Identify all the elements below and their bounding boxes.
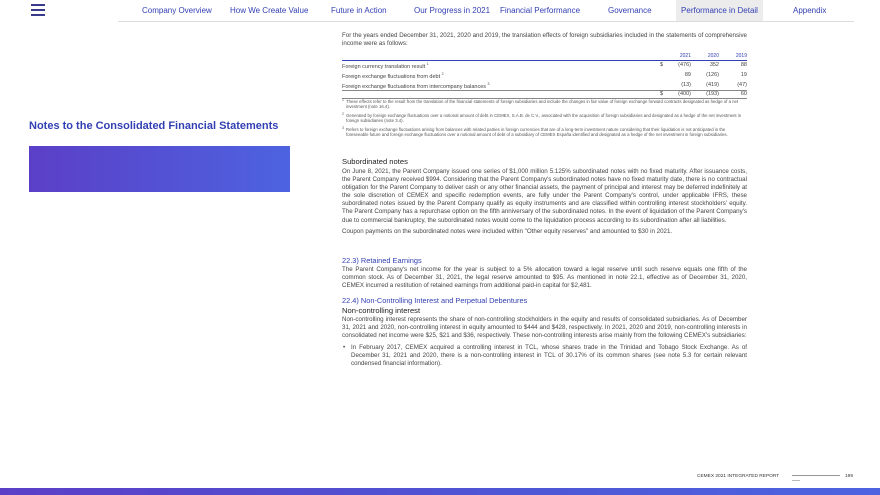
value-2019: 88 [740,62,747,69]
value-2019: 19 [740,72,747,79]
footnote-ref: 3 [487,81,490,86]
nav-company-overview[interactable]: Company Overview [142,6,212,15]
year-header: 2020 [691,53,719,61]
intro-paragraph: For the years ended December 31, 2021, 2020 and 2019, the translation effects of foreign subsidiaries included in the statements of comprehensive income were as follows: [342,32,747,48]
non-controlling-paragraph: Non-controlling interest represents the share of non-controlling stockholders in the equity and results of consolidated subsidiaries. As of December 31, 2021 and 2020, non-controlling interest in equity amounted to $444 and $428, respectively. In 2021, 2020 and 2019, non-controlling interests in consolidated net income were $25, $21 and $36, respectively. These non-controlling interests arise mainly from the following CEMEX's subsidiaries: [342,316,747,340]
table-total-row [342,91,747,99]
value-2019: (47) [719,81,747,91]
section-banner [29,146,290,192]
total-2020: (193) [691,91,719,99]
currency-symbol: $ [653,91,663,99]
currency-symbol [653,81,663,91]
year-header: 2021 [663,53,691,61]
row-label: Foreign exchange fluctuations from debt [342,73,441,80]
retained-earnings-heading: 22.3) Retained Earnings [342,256,422,265]
bottom-accent-bar [0,488,880,495]
table-row [342,71,747,81]
row-label: Foreign exchange fluctuations from intercompany balances [342,83,486,90]
coupon-paragraph: Coupon payments on the subordinated notes were included within "Other equity reserves" and amounted to $30 in 2021. [342,227,673,235]
footer-tick [792,480,800,481]
value-2021: (13) [663,81,691,91]
footnotes [342,99,747,140]
nav-appendix[interactable]: Appendix [793,6,827,15]
currency-symbol [653,71,663,81]
retained-earnings-section [342,256,747,290]
footnote-ref: 1 [426,62,429,66]
total-2021: (400) [663,91,691,99]
currency-symbol: $ [659,62,663,69]
subordinated-heading: Subordinated notes [342,157,408,166]
page-number: 199 [845,474,854,479]
nav-governance[interactable]: Governance [608,6,652,15]
list-item: • In February 2017, CEMEX acquired a controlling interest in TCL, whose shares trade in the Trinidad and Tobago Stock Exchange. As of December 31, 2021 and 2020, there is a non-controlling interest in TCL of 30.17% of its common shares (see note 5.3 for certain relevant condensed financial information). [342,344,747,368]
subordinated-paragraph: On June 8, 2021, the Parent Company issued one series of $1,000 million 5.125% subordinated notes with no fixed maturity. After issuance costs, the Parent Company received $994. Considering that the Parent Company's subordinated notes have no fixed maturity date, there is no contractual obligation for the Parent Company to deliver cash or any other financial assets, the payment of principal and interest may be deferred indefinitely at the sole discretion of CEMEX and specific redemption events, are fully under the Parent Company's control, under applicable IFRS, these subordinated notes issued by the Parent Company qualify as equity instruments and are classified within controlling interest stockholders' equity. The Parent Company has a repurchase option on the fifth anniversary of the subordinated notes. In the event of liquidation of the Parent Company's due to commercial bankruptcy, the subordinated notes would come to the liquidation process according to its subordination after all liabilities. [342,168,747,224]
retained-earnings-paragraph: The Parent Company's net income for the year is subject to a 5% allocation toward a legal reserve until such reserve equals one fifth of the common stock. As of December 31, 2021, the legal reserve amounted to $95. As mentioned in note 22.1, effective as of December 31, 2020, CEMEX incurred a restitution of retained earnings from additional paid-in capital for $2,481. [342,266,747,290]
footer-divider [792,475,840,476]
translation-effects-table [342,53,747,99]
nav-performance-in-detail[interactable]: Performance in Detail [676,0,763,21]
non-controlling-heading: 22.4) Non-Controlling Interest and Perpetual Debentures [342,296,528,305]
value-2020: (126) [706,72,719,79]
top-navigation [0,0,880,22]
footnote: 3 Refers to foreign exchange fluctuations arising from balances with related parties in foreign currencies that are of a long-term investment nature considering that their liquidation is not anticipated in the foreseeable future and foreign exchange fluctuations over a notional amount of debt of a subsidiary of CEMEX España identified and designated as a hedge of the net investment in foreign subsidiaries. [342,125,728,138]
nav-financial-performance[interactable]: Financial Performance [500,6,581,15]
value-2021: (476) [678,62,691,69]
footnote: 1 These effects refer to the result from the translation of the financial statements of foreign subsidiaries and include the changes in fair value of foreign exchange forward contracts designated as hedge of a net investment (note 16.4). [342,98,739,110]
nav-future-in-action[interactable]: Future in Action [331,6,387,15]
non-controlling-section [342,296,747,369]
intro-paragraph-block [342,32,747,48]
footnote-ref: 2 [441,71,444,76]
section-title: Notes to the Consolidated Financial Statements [29,120,279,132]
non-controlling-subheading: Non-controlling interest [342,306,421,315]
nav-how-we-create-value[interactable]: How We Create Value [230,6,309,15]
value-2021: 89 [684,72,691,79]
row-label: Foreign currency translation result [342,63,426,70]
value-2020: (419) [691,81,719,91]
value-2020: 352 [709,62,719,69]
subordinated-notes-section [342,157,747,236]
nav-divider [118,21,854,22]
year-header: 2019 [719,53,747,61]
report-name: CEMEX 2021 INTEGRATED REPORT [697,474,780,479]
table-header-row [342,53,747,61]
nav-our-progress-2021[interactable]: Our Progress in 2021 [414,6,491,15]
footnote: 2 Generated by foreign exchange fluctuations over a notional amount of debt in CEMEX, S.A.B. de C.V., associated with the acquisition of foreign subsidiaries and designated as a hedge of the net investment in foreign subsidiaries (note 3.4). [342,111,742,124]
hamburger-menu-icon[interactable] [31,4,45,17]
total-2019: 60 [719,91,747,99]
table-row [342,81,747,91]
table-row [342,61,747,71]
